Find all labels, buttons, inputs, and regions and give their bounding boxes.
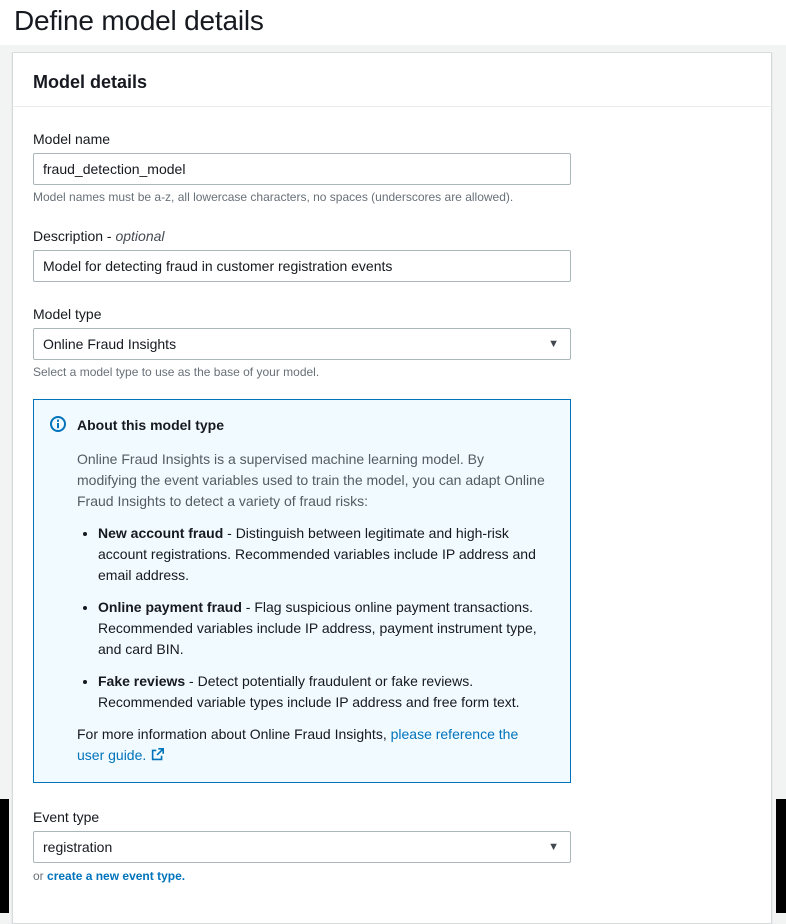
bullet-desc: - Detect potentially fraudulent or fake reviews. Recommended variable types include IP address and free form text.: [98, 673, 520, 710]
card-title: Model details: [33, 72, 148, 92]
model-details-card: [12, 52, 772, 924]
info-box-footer: [77, 724, 547, 766]
footer-prefix-text: For more information about Online Fraud Insights,: [77, 726, 391, 742]
event-type-select[interactable]: [33, 831, 571, 863]
card-body: [13, 107, 771, 923]
bullet-term: Online payment fraud: [98, 599, 242, 615]
description-label-text: Description -: [33, 228, 116, 244]
model-type-selected-value: Online Fraud Insights: [43, 336, 177, 352]
user-guide-link[interactable]: please reference the user guide.: [77, 726, 519, 763]
black-edge-left: [0, 799, 9, 913]
chevron-down-icon: ▼: [548, 840, 559, 853]
bullet-term: Fake reviews: [98, 673, 186, 689]
page-title: Define model details: [14, 5, 264, 36]
description-input[interactable]: [33, 250, 571, 282]
bullet-fake-reviews: [98, 671, 547, 713]
model-name-label: Model name: [33, 131, 111, 147]
model-name-field-group: [33, 131, 751, 204]
create-event-type-link[interactable]: create a new event type.: [47, 869, 186, 883]
model-type-info-box: [33, 399, 571, 783]
bullet-online-payment-fraud: [98, 597, 547, 660]
model-type-field-group: [33, 306, 751, 379]
info-icon-column: [50, 415, 66, 766]
or-text: or: [33, 869, 48, 883]
model-type-help: Select a model type to use as the base of your model.: [33, 365, 320, 379]
bullet-term: New account fraud: [98, 525, 224, 541]
model-type-label: Model type: [33, 306, 102, 322]
event-type-selected-value: registration: [43, 839, 113, 855]
bullet-new-account-fraud: [98, 523, 547, 586]
content-area: [0, 45, 786, 924]
model-type-select[interactable]: [33, 328, 571, 360]
info-box-intro: Online Fraud Insights is a supervised machine learning model. By modifying the event variables used to train the model, you can adapt Online Fraud Insights to detect a variety of fraud risks:: [77, 451, 545, 509]
external-link-icon[interactable]: [151, 748, 164, 761]
info-box-bullet-list: [77, 523, 547, 713]
bullet-desc: - Flag suspicious online payment transactions. Recommended variables include IP address, payment instrument type, and card BIN.: [98, 599, 537, 657]
model-name-help: Model names must be a-z, all lowercase characters, no spaces (underscores are allowed).: [33, 190, 514, 204]
page-header: [0, 0, 786, 45]
black-edge-right: [776, 799, 786, 913]
description-optional-text: optional: [115, 228, 165, 244]
event-type-help: [33, 869, 751, 883]
info-box-content: [77, 415, 547, 766]
chevron-down-icon: ▼: [548, 337, 559, 350]
event-type-field-group: [33, 809, 751, 883]
description-field-group: [33, 228, 751, 282]
event-type-label: Event type: [33, 809, 100, 825]
bullet-desc: - Distinguish between legitimate and high-risk account registrations. Recommended variables include IP address and email address.: [98, 525, 536, 583]
card-header: [13, 53, 771, 107]
model-name-input[interactable]: [33, 153, 571, 185]
description-label: [33, 228, 751, 244]
info-box-title: About this model type: [77, 417, 224, 433]
info-icon: [50, 416, 66, 432]
